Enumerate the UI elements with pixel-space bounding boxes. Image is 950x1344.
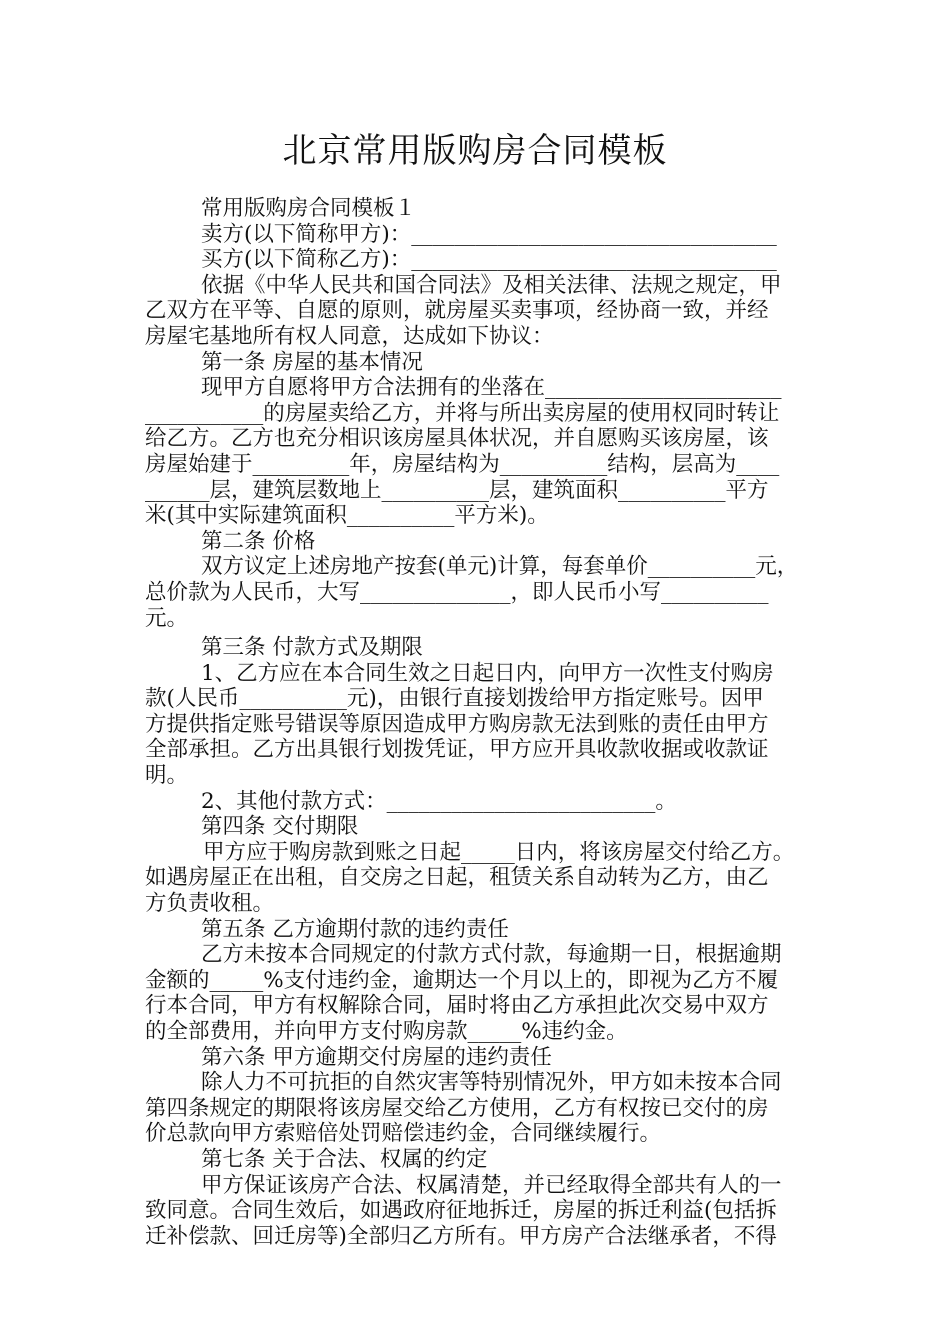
paragraph-line: 现甲方自愿将甲方合法拥有的坐落在______________________ bbox=[201, 375, 782, 401]
contract-body bbox=[145, 196, 810, 1249]
paragraph-line: 给乙方。乙方也充分相识该房屋具体状况，并自愿购买该房屋，该 bbox=[145, 426, 769, 452]
paragraph-line: 2、其他付款方式：_________________________。 bbox=[201, 788, 677, 814]
paragraph-line: 第四条规定的期限将该房屋交给乙方使用，乙方有权按已交付的房 bbox=[145, 1095, 769, 1121]
paragraph-line: 款(人民币__________元)，由银行直接划拨给甲方指定账号。因甲 bbox=[145, 686, 764, 712]
paragraph-line: 元。 bbox=[145, 605, 189, 631]
paragraph-line: ______层，建筑层数地上__________层，建筑面积__________平方 bbox=[145, 477, 769, 503]
paragraph-line: 金额的_____%支付违约金，逾期达一个月以上的，即视为乙方不履 bbox=[145, 967, 779, 993]
paragraph-line: 迁补偿款、回迁房等)全部归乙方所有。甲方房产合法继承者，不得 bbox=[145, 1223, 777, 1249]
paragraph-line: 乙方未按本合同规定的付款方式付款，每逾期一日，根据逾期 bbox=[201, 942, 782, 968]
article-heading: 第三条 付款方式及期限 bbox=[201, 635, 423, 661]
paragraph-line: 1、乙方应在本合同生效之日起日内，向甲方一次性支付购房 bbox=[201, 660, 774, 686]
article-heading: 第七条 关于合法、权属的约定 bbox=[201, 1146, 488, 1172]
article-heading: 第四条 交付期限 bbox=[201, 814, 359, 840]
paragraph-line: 的全部费用，并向甲方支付购房款_____%违约金。 bbox=[145, 1019, 628, 1044]
paragraph-line: 乙双方在平等、自愿的原则，就房屋买卖事项，经协商一致，并经 bbox=[145, 298, 769, 324]
paragraph-line: 致同意。合同生效后，如遇政府征地拆迁，房屋的拆迁利益(包括拆 bbox=[145, 1198, 777, 1224]
document-title: 北京常用版购房合同模板 bbox=[282, 131, 668, 171]
paragraph-line: 行本合同，甲方有权解除合同，届时将由乙方承担此次交易中双方 bbox=[145, 993, 769, 1019]
paragraph-line: 房屋宅基地所有权人同意，达成如下协议： bbox=[145, 323, 554, 349]
subtitle-line: 常用版购房合同模板１ bbox=[201, 196, 417, 221]
article-heading: 第二条 价格 bbox=[201, 528, 316, 554]
paragraph-line: 价总款向甲方索赔倍处罚赔偿违约金，合同继续履行。 bbox=[145, 1121, 662, 1147]
paragraph-line: 甲方保证该房产合法、权属清楚，并已经取得全部共有人的一 bbox=[201, 1172, 782, 1198]
paragraph-line: ___________的房屋卖给乙方，并将与所出卖房屋的使用权同时转让 bbox=[145, 400, 780, 426]
paragraph-line: 除人力不可抗拒的自然灾害等特别情况外，甲方如未按本合同 bbox=[201, 1070, 782, 1096]
paragraph-line: 明。 bbox=[145, 763, 189, 789]
paragraph-line: 双方议定上述房地产按套(单元)计算，每套单价__________元， bbox=[201, 554, 799, 580]
paragraph-line: 米(其中实际建筑面积__________平方米)。 bbox=[145, 503, 549, 529]
paragraph-line: 总价款为人民币，大写______________，即人民币小写__________ bbox=[145, 579, 769, 605]
buyer-line: 买方(以下简称乙方)：__________________________________ bbox=[201, 247, 777, 273]
article-heading: 第一条 房屋的基本情况 bbox=[201, 349, 423, 375]
paragraph-line: 房屋始建于_________年，房屋结构为__________结构，层高为____ bbox=[145, 451, 780, 477]
paragraph-line: 甲方应于购房款到账之日起_____日内，将该房屋交付给乙方。 bbox=[203, 839, 795, 865]
paragraph-line: 方提供指定账号错误等原因造成甲方购房款无法到账的责任由甲方 bbox=[145, 711, 769, 737]
paragraph-line: 全部承担。乙方出具银行划拨凭证，甲方应开具收款收据或收款证 bbox=[145, 737, 769, 763]
seller-line: 卖方(以下简称甲方)：__________________________________ bbox=[201, 221, 777, 247]
article-heading: 第五条 乙方逾期付款的违约责任 bbox=[201, 916, 509, 942]
paragraph-line: 方负责收租。 bbox=[145, 891, 275, 917]
paragraph-line: 依据《中华人民共和国合同法》及相关法律、法规之规定，甲 bbox=[201, 272, 782, 298]
paragraph-line: 如遇房屋正在出租，自交房之日起，租赁关系自动转为乙方，由乙 bbox=[145, 865, 769, 891]
article-heading: 第六条 甲方逾期交付房屋的违约责任 bbox=[201, 1044, 552, 1070]
